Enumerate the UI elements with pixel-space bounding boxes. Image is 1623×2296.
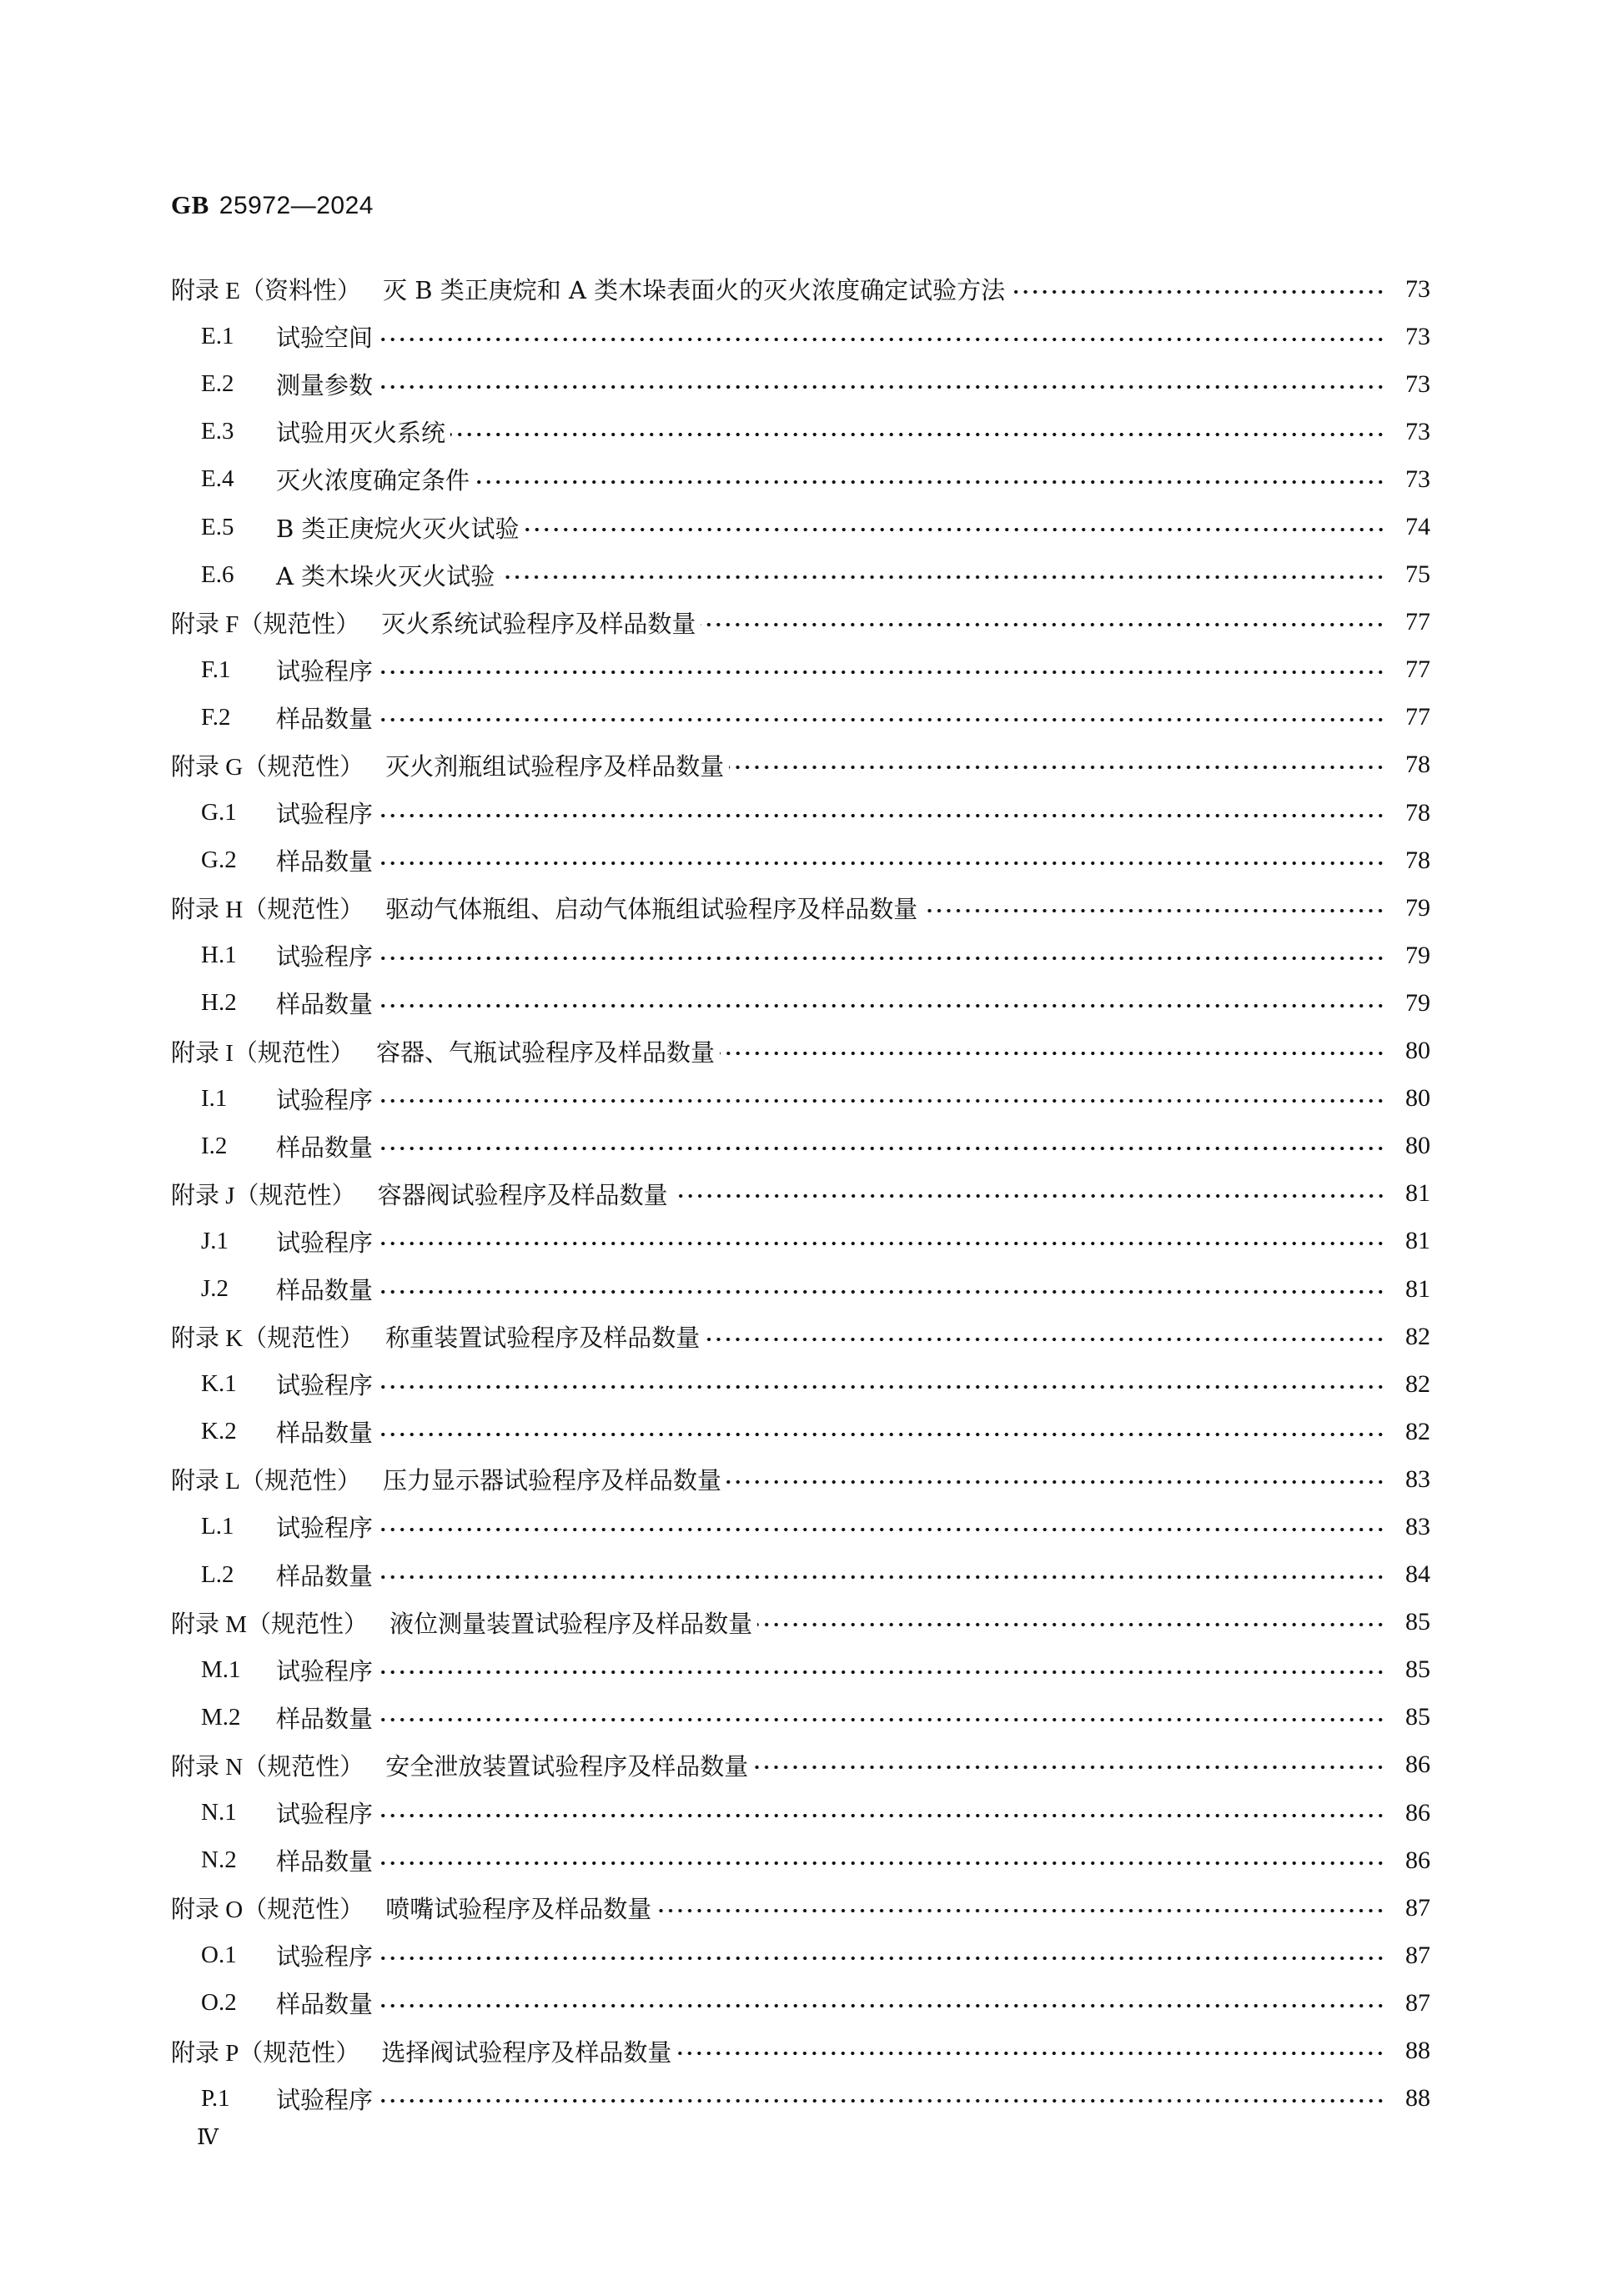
toc-appendix-entry[interactable] xyxy=(171,1170,1430,1218)
toc-entry-code: M.1 xyxy=(201,1655,241,1683)
toc-entry-label xyxy=(171,1938,373,1972)
dot-leader xyxy=(729,764,1385,771)
dot-leader xyxy=(500,574,1385,580)
toc-entry-page-number: 83 xyxy=(1405,1512,1430,1540)
toc-entry-code: 附录 N xyxy=(171,1753,244,1781)
toc-entry-code: 附录 E xyxy=(171,278,240,305)
toc-entry-title: 样品数量 xyxy=(276,704,374,733)
toc-entry-title: 试验空间 xyxy=(276,324,374,353)
toc-entry-title: 样品数量 xyxy=(276,1561,374,1590)
toc-entry-kind: （规范性） xyxy=(233,1037,354,1067)
toc-entry-page-number: 77 xyxy=(1405,703,1430,731)
toc-entry-label xyxy=(171,1272,373,1306)
toc-entry-title: 样品数量 xyxy=(276,1276,374,1305)
dot-leader xyxy=(378,1289,1385,1295)
toc-appendix-entry[interactable] xyxy=(171,1741,1430,1789)
toc-section-entry[interactable] xyxy=(171,1932,1430,1979)
toc-section-entry[interactable] xyxy=(171,1218,1430,1265)
toc-section-entry[interactable] xyxy=(171,1551,1430,1599)
toc-entry-label xyxy=(171,1367,373,1401)
dot-leader xyxy=(475,479,1385,485)
toc-entry-code: K.1 xyxy=(201,1370,237,1398)
toc-entry-title: 试验程序 xyxy=(276,1514,374,1543)
dot-leader xyxy=(378,860,1385,867)
toc-section-entry[interactable] xyxy=(171,979,1430,1027)
dot-leader xyxy=(676,2050,1385,2057)
dot-leader xyxy=(922,907,1385,914)
dot-leader xyxy=(720,1050,1385,1057)
toc-entry-code: J.1 xyxy=(201,1227,229,1254)
toc-entry-page-number: 87 xyxy=(1405,1893,1430,1922)
toc-entry-code: H.1 xyxy=(201,942,237,969)
dot-leader xyxy=(378,955,1385,962)
toc-entry-page-number: 78 xyxy=(1405,846,1430,874)
dot-leader xyxy=(757,1621,1385,1628)
toc-section-entry[interactable] xyxy=(171,694,1430,741)
toc-entry-page-number: 78 xyxy=(1405,798,1430,826)
toc-entry-page-number: 74 xyxy=(1405,513,1430,541)
toc-entry-title: 容器、气瓶试验程序及样品数量 xyxy=(375,1037,715,1067)
toc-entry-page-number: 79 xyxy=(1405,941,1430,969)
toc-entry-page-number: 86 xyxy=(1405,1846,1430,1874)
toc-section-entry[interactable] xyxy=(171,789,1430,837)
toc-entry-page-number: 73 xyxy=(1405,274,1430,303)
toc-entry-code: O.2 xyxy=(201,1989,237,2017)
dot-leader xyxy=(378,1860,1385,1866)
toc-entry-label xyxy=(171,1796,373,1830)
toc-entry-title: 喷嘴试验程序及样品数量 xyxy=(385,1895,652,1924)
toc-entry-title: 称重装置试验程序及样品数量 xyxy=(385,1324,701,1353)
toc-entry-title: 试验程序 xyxy=(276,1371,374,1400)
toc-section-entry[interactable] xyxy=(171,837,1430,884)
toc-entry-title: 样品数量 xyxy=(276,1704,374,1733)
toc-entry-code: 附录 K xyxy=(171,1325,244,1353)
toc-entry-title: 安全泄放装置试验程序及样品数量 xyxy=(385,1751,749,1781)
toc-entry-code: I.1 xyxy=(201,1084,228,1112)
toc-entry-label xyxy=(171,510,520,545)
dot-leader xyxy=(378,669,1385,676)
toc-entry-code: J.2 xyxy=(201,1275,229,1303)
toc-entry-title: 试验程序 xyxy=(276,1800,374,1829)
toc-entry-page-number: 73 xyxy=(1405,465,1430,493)
toc-entry-page-number: 85 xyxy=(1405,1608,1430,1636)
toc-appendix-entry[interactable] xyxy=(171,1027,1430,1075)
toc-entry-label xyxy=(171,1510,373,1544)
dot-leader xyxy=(378,1145,1385,1152)
dot-leader xyxy=(378,384,1385,390)
toc-entry-label xyxy=(171,1319,700,1354)
toc-entry-code: 附录 G xyxy=(171,753,244,781)
dot-leader xyxy=(378,1669,1385,1676)
toc-section-entry[interactable] xyxy=(171,1360,1430,1408)
toc-entry-page-number: 83 xyxy=(1405,1465,1430,1493)
toc-entry-title: 样品数量 xyxy=(276,1847,374,1876)
toc-entry-code: 附录 H xyxy=(171,897,244,924)
dot-leader xyxy=(525,526,1385,533)
toc-entry-kind: （规范性） xyxy=(243,895,364,924)
toc-entry-title: 试验程序 xyxy=(276,656,374,686)
toc-entry-label xyxy=(171,319,373,354)
toc-section-entry[interactable] xyxy=(171,455,1430,503)
toc-entry-code: P.1 xyxy=(201,2084,230,2112)
dot-leader xyxy=(726,1479,1385,1485)
toc-entry-label xyxy=(171,1177,668,1211)
toc-entry-page-number: 80 xyxy=(1405,1132,1430,1160)
toc-entry-title: 样品数量 xyxy=(276,1133,374,1162)
toc-entry-label xyxy=(171,414,445,449)
page-folio: Ⅳ xyxy=(197,2125,219,2149)
toc-entry-page-number: 80 xyxy=(1405,1084,1430,1113)
toc-entry-page-number: 75 xyxy=(1405,560,1430,589)
dot-leader xyxy=(378,716,1385,723)
toc-entry-code: N.1 xyxy=(201,1799,237,1826)
toc-entry-label xyxy=(171,2082,373,2116)
toc-section-entry[interactable] xyxy=(171,1836,1430,1884)
toc-entry-label xyxy=(171,2034,671,2068)
toc-entry-label xyxy=(171,272,1005,306)
toc-appendix-entry[interactable] xyxy=(171,599,1430,646)
dot-leader xyxy=(1010,289,1385,295)
toc-section-entry[interactable] xyxy=(171,1979,1430,2027)
toc-entry-page-number: 87 xyxy=(1405,1941,1430,1969)
standard-number: 25972—2024 xyxy=(219,192,374,219)
toc-entry-kind: （规范性） xyxy=(239,609,360,638)
toc-section-entry[interactable] xyxy=(171,551,1430,599)
toc-entry-title: 驱动气体瓶组、启动气体瓶组试验程序及样品数量 xyxy=(385,895,918,924)
dot-leader xyxy=(378,1526,1385,1533)
toc-entry-title: 试验程序 xyxy=(276,800,374,829)
toc-entry-code: 附录 J xyxy=(171,1182,235,1209)
dot-leader xyxy=(450,431,1385,438)
toc-entry-page-number: 73 xyxy=(1405,369,1430,398)
toc-entry-label xyxy=(171,1129,373,1163)
toc-entry-title: 试验程序 xyxy=(276,942,374,972)
toc-appendix-entry[interactable] xyxy=(171,2027,1430,2074)
toc-entry-title: A 类木垛火灭火试验 xyxy=(276,561,495,590)
dot-leader xyxy=(753,1764,1385,1771)
toc-section-entry[interactable] xyxy=(171,503,1430,550)
dot-leader xyxy=(656,1907,1385,1914)
toc-entry-title: 压力显示器试验程序及样品数量 xyxy=(382,1466,721,1495)
toc-entry-title: 选择阀试验程序及样品数量 xyxy=(381,2037,672,2067)
toc-appendix-entry[interactable] xyxy=(171,265,1430,313)
toc-section-entry[interactable] xyxy=(171,1123,1430,1170)
toc-entry-label xyxy=(171,558,495,592)
toc-entry-label xyxy=(171,653,373,687)
toc-entry-title: 样品数量 xyxy=(276,1419,374,1448)
toc-entry-label xyxy=(171,986,373,1020)
toc-entry-page-number: 81 xyxy=(1405,1179,1430,1208)
toc-section-entry[interactable] xyxy=(171,1408,1430,1455)
dot-leader xyxy=(378,1098,1385,1104)
toc-entry-page-number: 84 xyxy=(1405,1560,1430,1589)
dot-leader xyxy=(378,1955,1385,1962)
toc-entry-kind: （规范性） xyxy=(234,1180,356,1209)
toc-entry-code: 附录 P xyxy=(171,2039,239,2067)
toc-entry-page-number: 77 xyxy=(1405,608,1430,636)
toc-entry-title: B 类正庚烷火灭火试验 xyxy=(276,514,520,543)
toc-entry-title: 样品数量 xyxy=(276,847,374,877)
toc-entry-code: E.5 xyxy=(201,513,234,540)
toc-entry-code: M.2 xyxy=(201,1703,241,1731)
dot-leader xyxy=(701,621,1385,628)
toc-appendix-entry[interactable] xyxy=(171,1884,1430,1932)
toc-entry-label xyxy=(171,1986,373,2020)
toc-entry-code: I.2 xyxy=(201,1132,228,1159)
toc-entry-label xyxy=(171,1748,748,1782)
toc-entry-code: 附录 O xyxy=(171,1897,244,1924)
toc-entry-code: E.2 xyxy=(201,370,234,398)
toc-entry-page-number: 88 xyxy=(1405,2084,1430,2113)
toc-entry-label xyxy=(171,748,724,782)
toc-section-entry[interactable] xyxy=(171,1075,1430,1123)
toc-entry-code: F.2 xyxy=(201,703,231,731)
toc-entry-page-number: 82 xyxy=(1405,1417,1430,1445)
toc-entry-page-number: 79 xyxy=(1405,893,1430,922)
toc-entry-label xyxy=(171,1558,373,1592)
toc-entry-title: 液位测量装置试验程序及样品数量 xyxy=(389,1609,753,1638)
toc-entry-page-number: 88 xyxy=(1405,2037,1430,2065)
toc-entry-code: K.2 xyxy=(201,1418,237,1445)
toc-entry-page-number: 82 xyxy=(1405,1322,1430,1350)
toc-entry-title: 试验程序 xyxy=(276,1656,374,1686)
standard-prefix: GB xyxy=(171,190,209,219)
toc-entry-code: E.3 xyxy=(201,418,234,445)
toc-entry-label xyxy=(171,1224,373,1259)
toc-section-entry[interactable] xyxy=(171,1694,1430,1741)
toc-entry-title: 灭 B 类正庚烷和 A 类木垛表面火的灭火浓度确定试验方法 xyxy=(382,276,1006,305)
toc-appendix-entry[interactable] xyxy=(171,884,1430,932)
toc-entry-code: F.1 xyxy=(201,656,231,683)
toc-appendix-entry[interactable] xyxy=(171,741,1430,789)
dot-leader xyxy=(378,336,1385,343)
toc-entry-code: 附录 F xyxy=(171,610,239,638)
dot-leader xyxy=(378,1574,1385,1580)
toc-section-entry[interactable] xyxy=(171,408,1430,455)
toc-entry-page-number: 81 xyxy=(1405,1227,1430,1255)
toc-entry-page-number: 85 xyxy=(1405,1703,1430,1731)
toc-entry-label xyxy=(171,367,373,401)
toc-section-entry[interactable] xyxy=(171,646,1430,694)
toc-entry-title: 样品数量 xyxy=(276,1990,374,2019)
dot-leader xyxy=(378,1002,1385,1009)
toc-section-entry[interactable] xyxy=(171,360,1430,408)
toc-entry-title: 样品数量 xyxy=(276,990,374,1019)
toc-entry-label xyxy=(171,796,373,830)
toc-entry-code: H.2 xyxy=(201,989,237,1017)
toc-entry-page-number: 78 xyxy=(1405,751,1430,779)
toc-appendix-entry[interactable] xyxy=(171,1599,1430,1646)
dot-leader xyxy=(378,2002,1385,2009)
toc-section-entry[interactable] xyxy=(171,313,1430,360)
dot-leader xyxy=(378,812,1385,819)
toc-entry-code: 附录 M xyxy=(171,1610,248,1638)
toc-entry-page-number: 82 xyxy=(1405,1369,1430,1398)
toc-appendix-entry[interactable] xyxy=(171,1313,1430,1360)
toc-entry-code: G.1 xyxy=(201,799,237,826)
toc-entry-label xyxy=(171,891,917,925)
toc-entry-code: E.1 xyxy=(201,323,234,350)
toc-entry-code: L.2 xyxy=(201,1560,234,1588)
dot-leader xyxy=(378,1240,1385,1247)
toc-entry-page-number: 77 xyxy=(1405,656,1430,684)
toc-entry-label xyxy=(171,1891,651,1925)
toc-entry-title: 灭火浓度确定条件 xyxy=(276,466,470,495)
toc-entry-title: 试验程序 xyxy=(276,1085,374,1114)
toc-entry-code: E.6 xyxy=(201,560,234,588)
toc-section-entry[interactable] xyxy=(171,932,1430,979)
dot-leader xyxy=(378,1716,1385,1723)
toc-entry-label xyxy=(171,1082,373,1116)
dot-leader xyxy=(378,2098,1385,2104)
toc-entry-label xyxy=(171,1605,752,1640)
toc-entry-page-number: 73 xyxy=(1405,417,1430,445)
toc-entry-kind: （规范性） xyxy=(239,1466,361,1495)
toc-section-entry[interactable] xyxy=(171,2075,1430,2123)
toc-entry-label xyxy=(171,605,696,640)
toc-entry-page-number: 85 xyxy=(1405,1655,1430,1684)
toc-entry-label xyxy=(171,1462,721,1496)
dot-leader xyxy=(673,1193,1385,1199)
toc-entry-label xyxy=(171,1034,715,1068)
dot-leader xyxy=(705,1336,1385,1343)
toc-entry-label xyxy=(171,1701,373,1735)
toc-entry-title: 容器阀试验程序及样品数量 xyxy=(377,1180,668,1209)
toc-entry-kind: （资料性） xyxy=(239,276,361,305)
toc-entry-page-number: 79 xyxy=(1405,988,1430,1017)
toc-entry-page-number: 73 xyxy=(1405,322,1430,350)
toc-entry-code: 附录 L xyxy=(171,1468,240,1495)
toc-appendix-entry[interactable] xyxy=(171,1455,1430,1503)
toc-entry-title: 试验程序 xyxy=(276,1942,374,1972)
document-header xyxy=(171,190,374,220)
toc-entry-title: 灭火系统试验程序及样品数量 xyxy=(381,609,696,638)
toc-entry-page-number: 86 xyxy=(1405,1751,1430,1779)
table-of-contents xyxy=(171,265,1430,2123)
toc-section-entry[interactable] xyxy=(171,1265,1430,1313)
toc-entry-label xyxy=(171,701,373,735)
toc-entry-kind: （规范性） xyxy=(239,2037,360,2067)
toc-entry-code: G.2 xyxy=(201,847,237,874)
dot-leader xyxy=(378,1812,1385,1819)
toc-entry-kind: （规范性） xyxy=(243,751,364,781)
toc-entry-label xyxy=(171,843,373,877)
toc-section-entry[interactable] xyxy=(171,1646,1430,1694)
toc-entry-title: 试验程序 xyxy=(276,1228,374,1257)
toc-entry-code: N.2 xyxy=(201,1846,237,1874)
toc-entry-title: 测量参数 xyxy=(276,371,374,400)
toc-entry-page-number: 87 xyxy=(1405,1988,1430,2017)
toc-entry-page-number: 80 xyxy=(1405,1037,1430,1065)
toc-entry-label xyxy=(171,1653,373,1687)
toc-entry-code: 附录 I xyxy=(171,1039,234,1067)
toc-entry-label xyxy=(171,938,373,972)
toc-entry-code: E.4 xyxy=(201,465,234,493)
toc-section-entry[interactable] xyxy=(171,1503,1430,1550)
dot-leader xyxy=(378,1384,1385,1390)
toc-entry-kind: （规范性） xyxy=(243,1895,364,1924)
toc-entry-page-number: 81 xyxy=(1405,1274,1430,1303)
toc-entry-code: L.1 xyxy=(201,1513,234,1540)
toc-entry-kind: （规范性） xyxy=(243,1324,364,1353)
toc-section-entry[interactable] xyxy=(171,1789,1430,1836)
toc-entry-title: 试验程序 xyxy=(276,2085,374,2114)
toc-entry-kind: （规范性） xyxy=(243,1751,364,1781)
toc-entry-code: O.1 xyxy=(201,1942,237,1969)
toc-entry-title: 灭火剂瓶组试验程序及样品数量 xyxy=(385,751,725,781)
toc-entry-title: 试验用灭火系统 xyxy=(276,419,446,448)
toc-entry-kind: （规范性） xyxy=(247,1609,369,1638)
toc-entry-label xyxy=(171,1414,373,1449)
toc-entry-label xyxy=(171,1843,373,1877)
toc-entry-label xyxy=(171,462,470,496)
toc-entry-page-number: 86 xyxy=(1405,1798,1430,1826)
dot-leader xyxy=(378,1431,1385,1438)
